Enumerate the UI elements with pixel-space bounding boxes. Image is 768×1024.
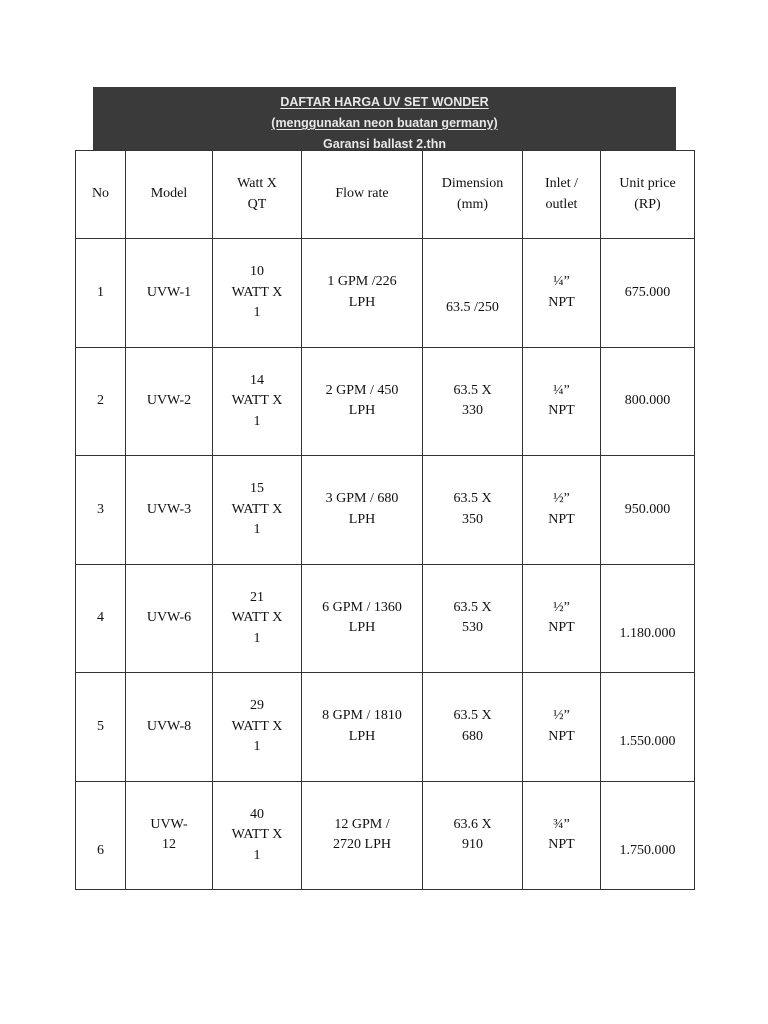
price-list-banner [93,87,676,150]
cell-watt: 15 WATT X 1 [213,456,302,565]
table-row [76,564,695,673]
cell-model: UVW-8 [126,673,213,782]
cell-unit-price: 1.550.000 [601,673,695,782]
cell-dimension: 63.5 /250 [423,239,523,348]
cell-flow-rate: 2 GPM / 450 LPH [302,347,423,456]
header-no: No [76,151,126,239]
cell-watt: 10 WATT X 1 [213,239,302,348]
cell-watt: 29 WATT X 1 [213,673,302,782]
cell-no: 5 [76,673,126,782]
cell-dimension: 63.5 X 680 [423,673,523,782]
cell-model: UVW-3 [126,456,213,565]
cell-inlet-outlet: ¼” NPT [523,347,601,456]
table-row [76,673,695,782]
cell-unit-price: 1.180.000 [601,564,695,673]
cell-no: 6 [76,781,126,890]
cell-inlet-outlet: ½” NPT [523,673,601,782]
cell-dimension: 63.5 X 530 [423,564,523,673]
cell-model: UVW-1 [126,239,213,348]
table-row [76,781,695,890]
header-inlet-outlet: Inlet / outlet [523,151,601,239]
cell-no: 4 [76,564,126,673]
cell-dimension: 63.6 X 910 [423,781,523,890]
cell-watt: 40 WATT X 1 [213,781,302,890]
banner-warranty: Garansi ballast 2.thn [323,137,446,151]
cell-inlet-outlet: ½” NPT [523,456,601,565]
cell-inlet-outlet: ¾” NPT [523,781,601,890]
cell-unit-price: 1.750.000 [601,781,695,890]
header-unit-price: Unit price (RP) [601,151,695,239]
cell-unit-price: 950.000 [601,456,695,565]
cell-unit-price: 800.000 [601,347,695,456]
cell-dimension: 63.5 X 330 [423,347,523,456]
cell-flow-rate: 8 GPM / 1810 LPH [302,673,423,782]
header-flow-rate: Flow rate [302,151,423,239]
cell-flow-rate: 1 GPM /226 LPH [302,239,423,348]
cell-model: UVW-2 [126,347,213,456]
header-model: Model [126,151,213,239]
cell-inlet-outlet: ½” NPT [523,564,601,673]
cell-no: 1 [76,239,126,348]
table-row [76,456,695,565]
cell-inlet-outlet: ¼” NPT [523,239,601,348]
banner-title: DAFTAR HARGA UV SET WONDER [280,95,489,109]
price-table [75,150,695,890]
table-row [76,347,695,456]
cell-flow-rate: 12 GPM / 2720 LPH [302,781,423,890]
cell-no: 2 [76,347,126,456]
banner-subtitle: (menggunakan neon buatan germany) [271,116,498,130]
cell-dimension: 63.5 X 350 [423,456,523,565]
cell-model: UVW-6 [126,564,213,673]
cell-watt: 14 WATT X 1 [213,347,302,456]
cell-flow-rate: 6 GPM / 1360 LPH [302,564,423,673]
header-dimension: Dimension (mm) [423,151,523,239]
header-row [76,151,695,239]
cell-flow-rate: 3 GPM / 680 LPH [302,456,423,565]
cell-model: UVW- 12 [126,781,213,890]
cell-unit-price: 675.000 [601,239,695,348]
cell-no: 3 [76,456,126,565]
header-watt: Watt X QT [213,151,302,239]
cell-watt: 21 WATT X 1 [213,564,302,673]
table-row [76,239,695,348]
